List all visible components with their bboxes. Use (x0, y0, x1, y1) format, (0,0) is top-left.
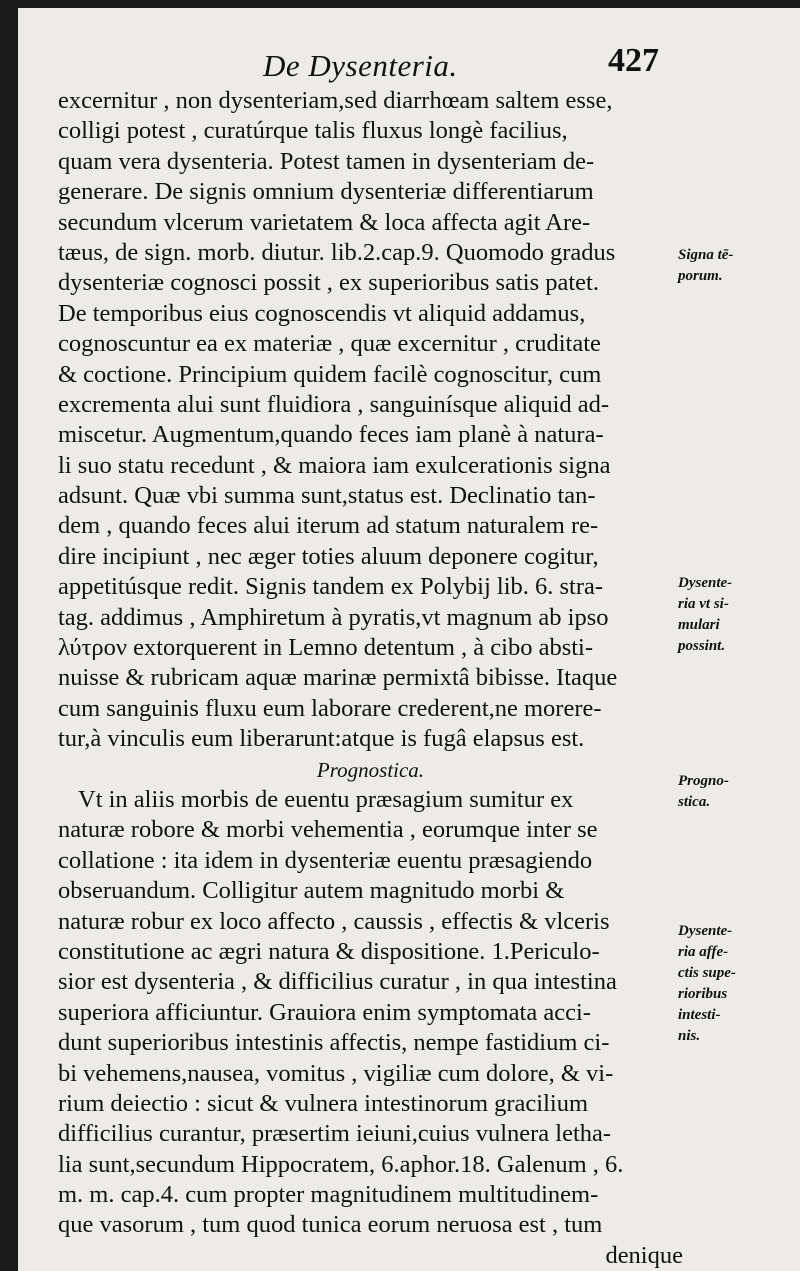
text-line: lia sunt,secundum Hippocratem, 6.aphor.18. Galenum , 6. (58, 1150, 624, 1178)
text-line: superiora afficiuntur. Grauiora enim symptomata acci- (58, 998, 591, 1026)
margin-note-line: rioribus (678, 986, 728, 1002)
text-line: quam vera dysenteria. Potest tamen in dysenteriam de- (58, 147, 595, 175)
margin-note-line: Dysente- (678, 575, 733, 591)
catchword: denique (605, 1241, 683, 1269)
section-heading: Prognostica. (316, 757, 425, 782)
text-line: sior est dysenteria , & difficilius curatur , in qua intestina (58, 968, 617, 996)
margin-note-line: Dysente- (678, 923, 733, 939)
text-line: excrementa alui sunt fluidiora , sanguinísque aliquid ad- (58, 390, 610, 418)
text-line: dire incipiunt , nec æger toties aluum deponere cogitur, (58, 542, 599, 570)
text-line: excernitur , non dysenteriam,sed diarrhœam saltem esse, (58, 87, 613, 114)
text-line: difficilius curantur, præsertim ieiuni,cuius vulnera letha- (58, 1120, 612, 1148)
text-line: rium deiectio : sicut & vulnera intestinorum gracilium (58, 1089, 589, 1117)
margin-note-line: ria vt si- (678, 596, 729, 612)
text-line: li suo statu recedunt , & maiora iam exulcerationis signa (58, 451, 611, 479)
text-line: tur,à vinculis eum liberarunt:atque is fugâ elapsus est. (58, 725, 585, 753)
margin-note-line: porum. (678, 268, 723, 284)
book-page (18, 8, 800, 1271)
margin-note-line: Progno- (678, 773, 729, 789)
text-line: appetitúsque redit. Signis tandem ex Polybij lib. 6. stra- (58, 573, 604, 601)
text-line: Vt in aliis morbis de euentu præsagium sumitur ex (78, 785, 574, 813)
margin-note-signa-temporum (678, 245, 788, 287)
text-line: constitutione ac ægri natura & dispositione. 1.Periculo- (58, 937, 600, 965)
margin-note-line: mulari (678, 617, 720, 633)
text-line: dem , quando feces alui iterum ad statum naturalem re- (58, 512, 599, 540)
text-line: bi vehemens,nausea, vomitus , vigiliæ cum dolore, & vi- (58, 1059, 614, 1087)
text-line: dysenteriæ cognosci possit , ex superioribus satis patet. (58, 269, 599, 297)
text-line: adsunt. Quæ vbi summa sunt,status est. Declinatio tan- (58, 482, 596, 510)
text-line: naturæ robore & morbi vehementia , eorumque inter se (58, 816, 598, 844)
text-line: nuisse & rubricam aquæ marinæ permixtâ bibisse. Itaque (58, 664, 618, 692)
margin-note-line: nis. (678, 1028, 701, 1044)
margin-note-line: possint. (678, 638, 726, 654)
text-line: miscetur. Augmentum,quando feces iam planè à natura- (58, 421, 604, 449)
text-line: tag. addimus , Amphiretum à pyratis,vt magnum ab ipso (58, 603, 609, 631)
margin-note-line: ria affe- (678, 944, 729, 960)
margin-note-dysenteria-affectis (678, 921, 788, 1047)
margin-note-prognostica (678, 771, 788, 813)
running-title: De Dysenteria. (263, 48, 458, 83)
margin-note-line: ctis supe- (678, 965, 736, 981)
text-line: m. m. cap.4. cum propter magnitudinem multitudinem- (58, 1181, 599, 1209)
margin-note-line: Signa tē- (678, 247, 734, 263)
text-line: colligi potest , curatúrque talis fluxus longè facilius, (58, 117, 568, 145)
text-line: secundum vlcerum varietatem & loca affecta agit Are- (58, 208, 591, 236)
margin-note-line: stica. (678, 794, 711, 810)
text-line: & coctione. Principium quidem facilè cognoscitur, cum (58, 360, 602, 388)
margin-note-dysenteria-simulari (678, 573, 788, 657)
text-line: obseruandum. Colligitur autem magnitudo morbi & (58, 877, 565, 905)
text-line: dunt superioribus intestinis affectis, nempe fastidium ci- (58, 1029, 610, 1057)
text-line: tæus, de sign. morb. diutur. lib.2.cap.9. Quomodo gradus (58, 238, 616, 266)
text-line: generare. De signis omnium dysenteriæ differentiarum (58, 178, 594, 206)
page-header (18, 42, 800, 88)
page-number: 427 (608, 42, 659, 79)
text-line: λύτρον extorquerent in Lemno detentum , à cibo absti- (58, 634, 594, 662)
margin-note-line: intesti- (678, 1007, 721, 1023)
text-line: De temporibus eius cognoscendis vt aliquid addamus, (58, 299, 586, 327)
text-line: collatione : ita idem in dysenteriæ euentu præsagiendo (58, 846, 593, 874)
body-text (58, 86, 683, 1271)
text-line: cum sanguinis fluxu eum laborare crederent,ne morere- (58, 694, 602, 722)
text-line: naturæ robur ex loco affecto , caussis , effectis & vlceris (58, 907, 610, 935)
text-line: cognoscuntur ea ex materiæ , quæ excernitur , cruditate (58, 330, 601, 358)
text-line: que vasorum , tum quod tunica eorum neruosa est , tum (58, 1211, 603, 1239)
